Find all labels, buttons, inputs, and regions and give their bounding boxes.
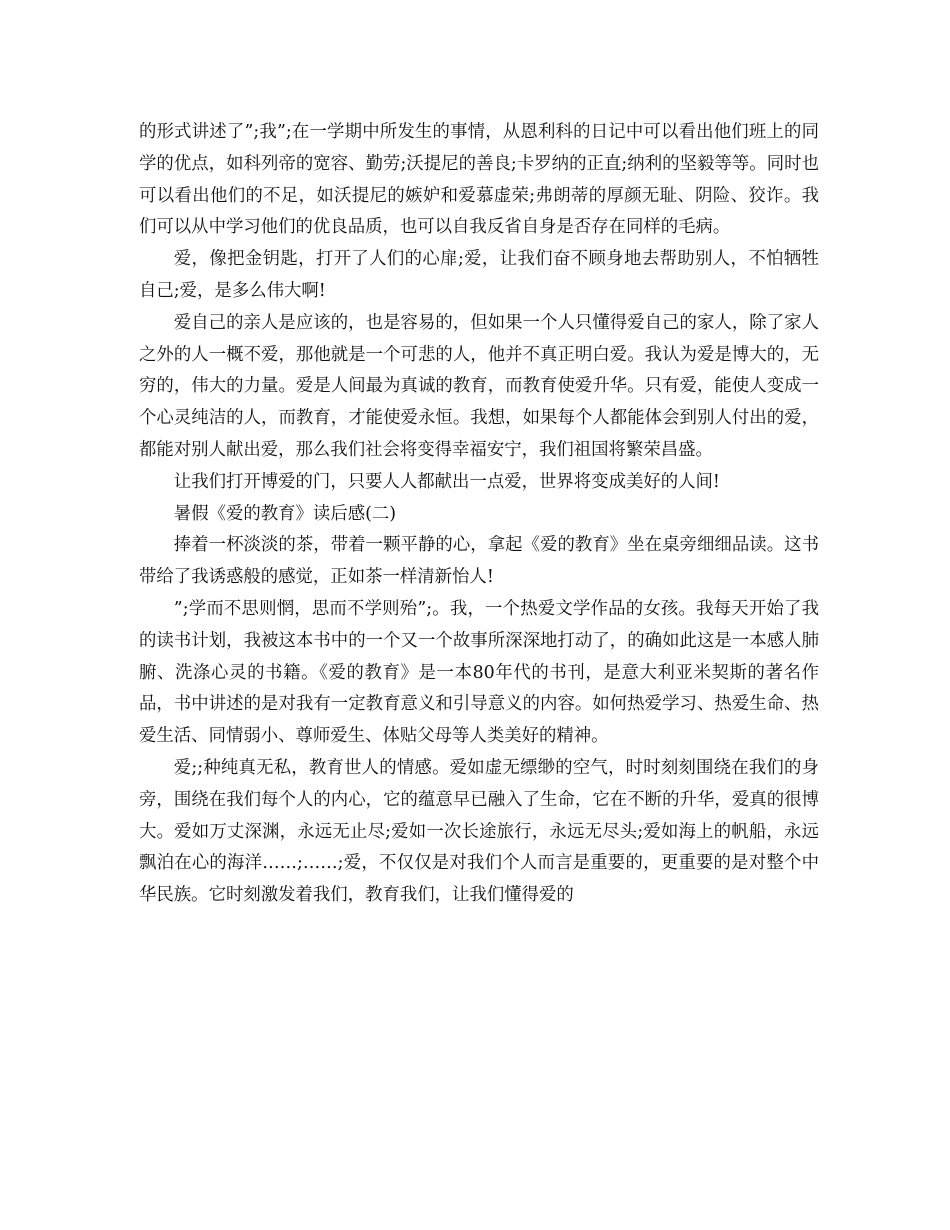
paragraph-continuation: 的形式讲述了”;我”;在一学期中所发生的事情，从恩利科的日记中可以看出他们班上的同学的优点，如科列帝的宽容、勤劳;沃提尼的善良;卡罗纳的正直;纳利的坚毅等等。同时也可以看出他们的不足，如沃提尼的嫉妒和爱慕虚荣;弗朗蒂的厚颜无耻、阴险、狡诈。我们可以从中学习他们的优良品质，也可以自我反省自身是否存在同样的毛病。 [139,122,819,238]
paragraph: 捧着一杯淡淡的茶，带着一颗平静的心，拿起《爱的教育》坐在桌旁细细品读。这书带给了我诱惑般的感觉，正如茶一样清新怡人! [139,535,819,588]
paragraph: 爱，像把金钥匙，打开了人们的心扉;爱，让我们奋不顾身地去帮助别人，不怕牺牲自己;爱，是多么伟大啊! [139,249,819,301]
paragraph: ”;学而不思则惘，思而不学则殆”;。我，一个热爱文学作品的女孩。我每天开始了我的读书计划，我被这本书中的一个又一个故事所深深地打动了，的确如此这是一本感人肺腑、洗涤心灵的书籍。《爱的教育》是一本80年代的书刊，是意大利亚米契斯的著名作品，书中讲述的是对我有一定教育意义和引导意义的内容。如何热爱学习、热爱生命、热爱生活、同情弱小、尊师爱生、体贴父母等人类美好的精神。 [139,598,819,747]
document-body [139,117,819,912]
paragraph: 爱自己的亲人是应该的，也是容易的，但如果一个人只懂得爱自己的家人，除了家人之外的人一概不爱，那他就是一个可悲的人，他并不真正明白爱。我认为爱是博大的，无穷的，伟大的力量。爱是人间最为真诚的教育，而教育使爱升华。只有爱，能使人变成一个心灵纯洁的人，而教育，才能使爱永恒。我想，如果每个人都能体会到别人付出的爱，都能对别人献出爱，那么我们社会将变得幸福安宁，我们祖国将繁荣昌盛。 [139,312,819,460]
section-heading: 暑假《爱的教育》读后感(二) [173,503,397,524]
paragraph: 爱;;种纯真无私，教育世人的情感。爱如虚无缥缈的空气，时时刻刻围绕在我们的身旁，围绕在我们每个人的内心，它的蕴意早已融入了生命，它在不断的升华，爱真的很博大。爱如万丈深渊，永远无止尽;爱如一次长途旅行，永远无尽头;爱如海上的帆船，永远飘泊在心的海洋……;……;爱，不仅仅是对我们个人而言是重要的，更重要的是对整个中华民族。它时刻激发着我们，教育我们，让我们懂得爱的 [139,757,819,906]
paragraph: 让我们打开博爱的门，只要人人都献出一点爱，世界将变成美好的人间! [173,471,720,492]
